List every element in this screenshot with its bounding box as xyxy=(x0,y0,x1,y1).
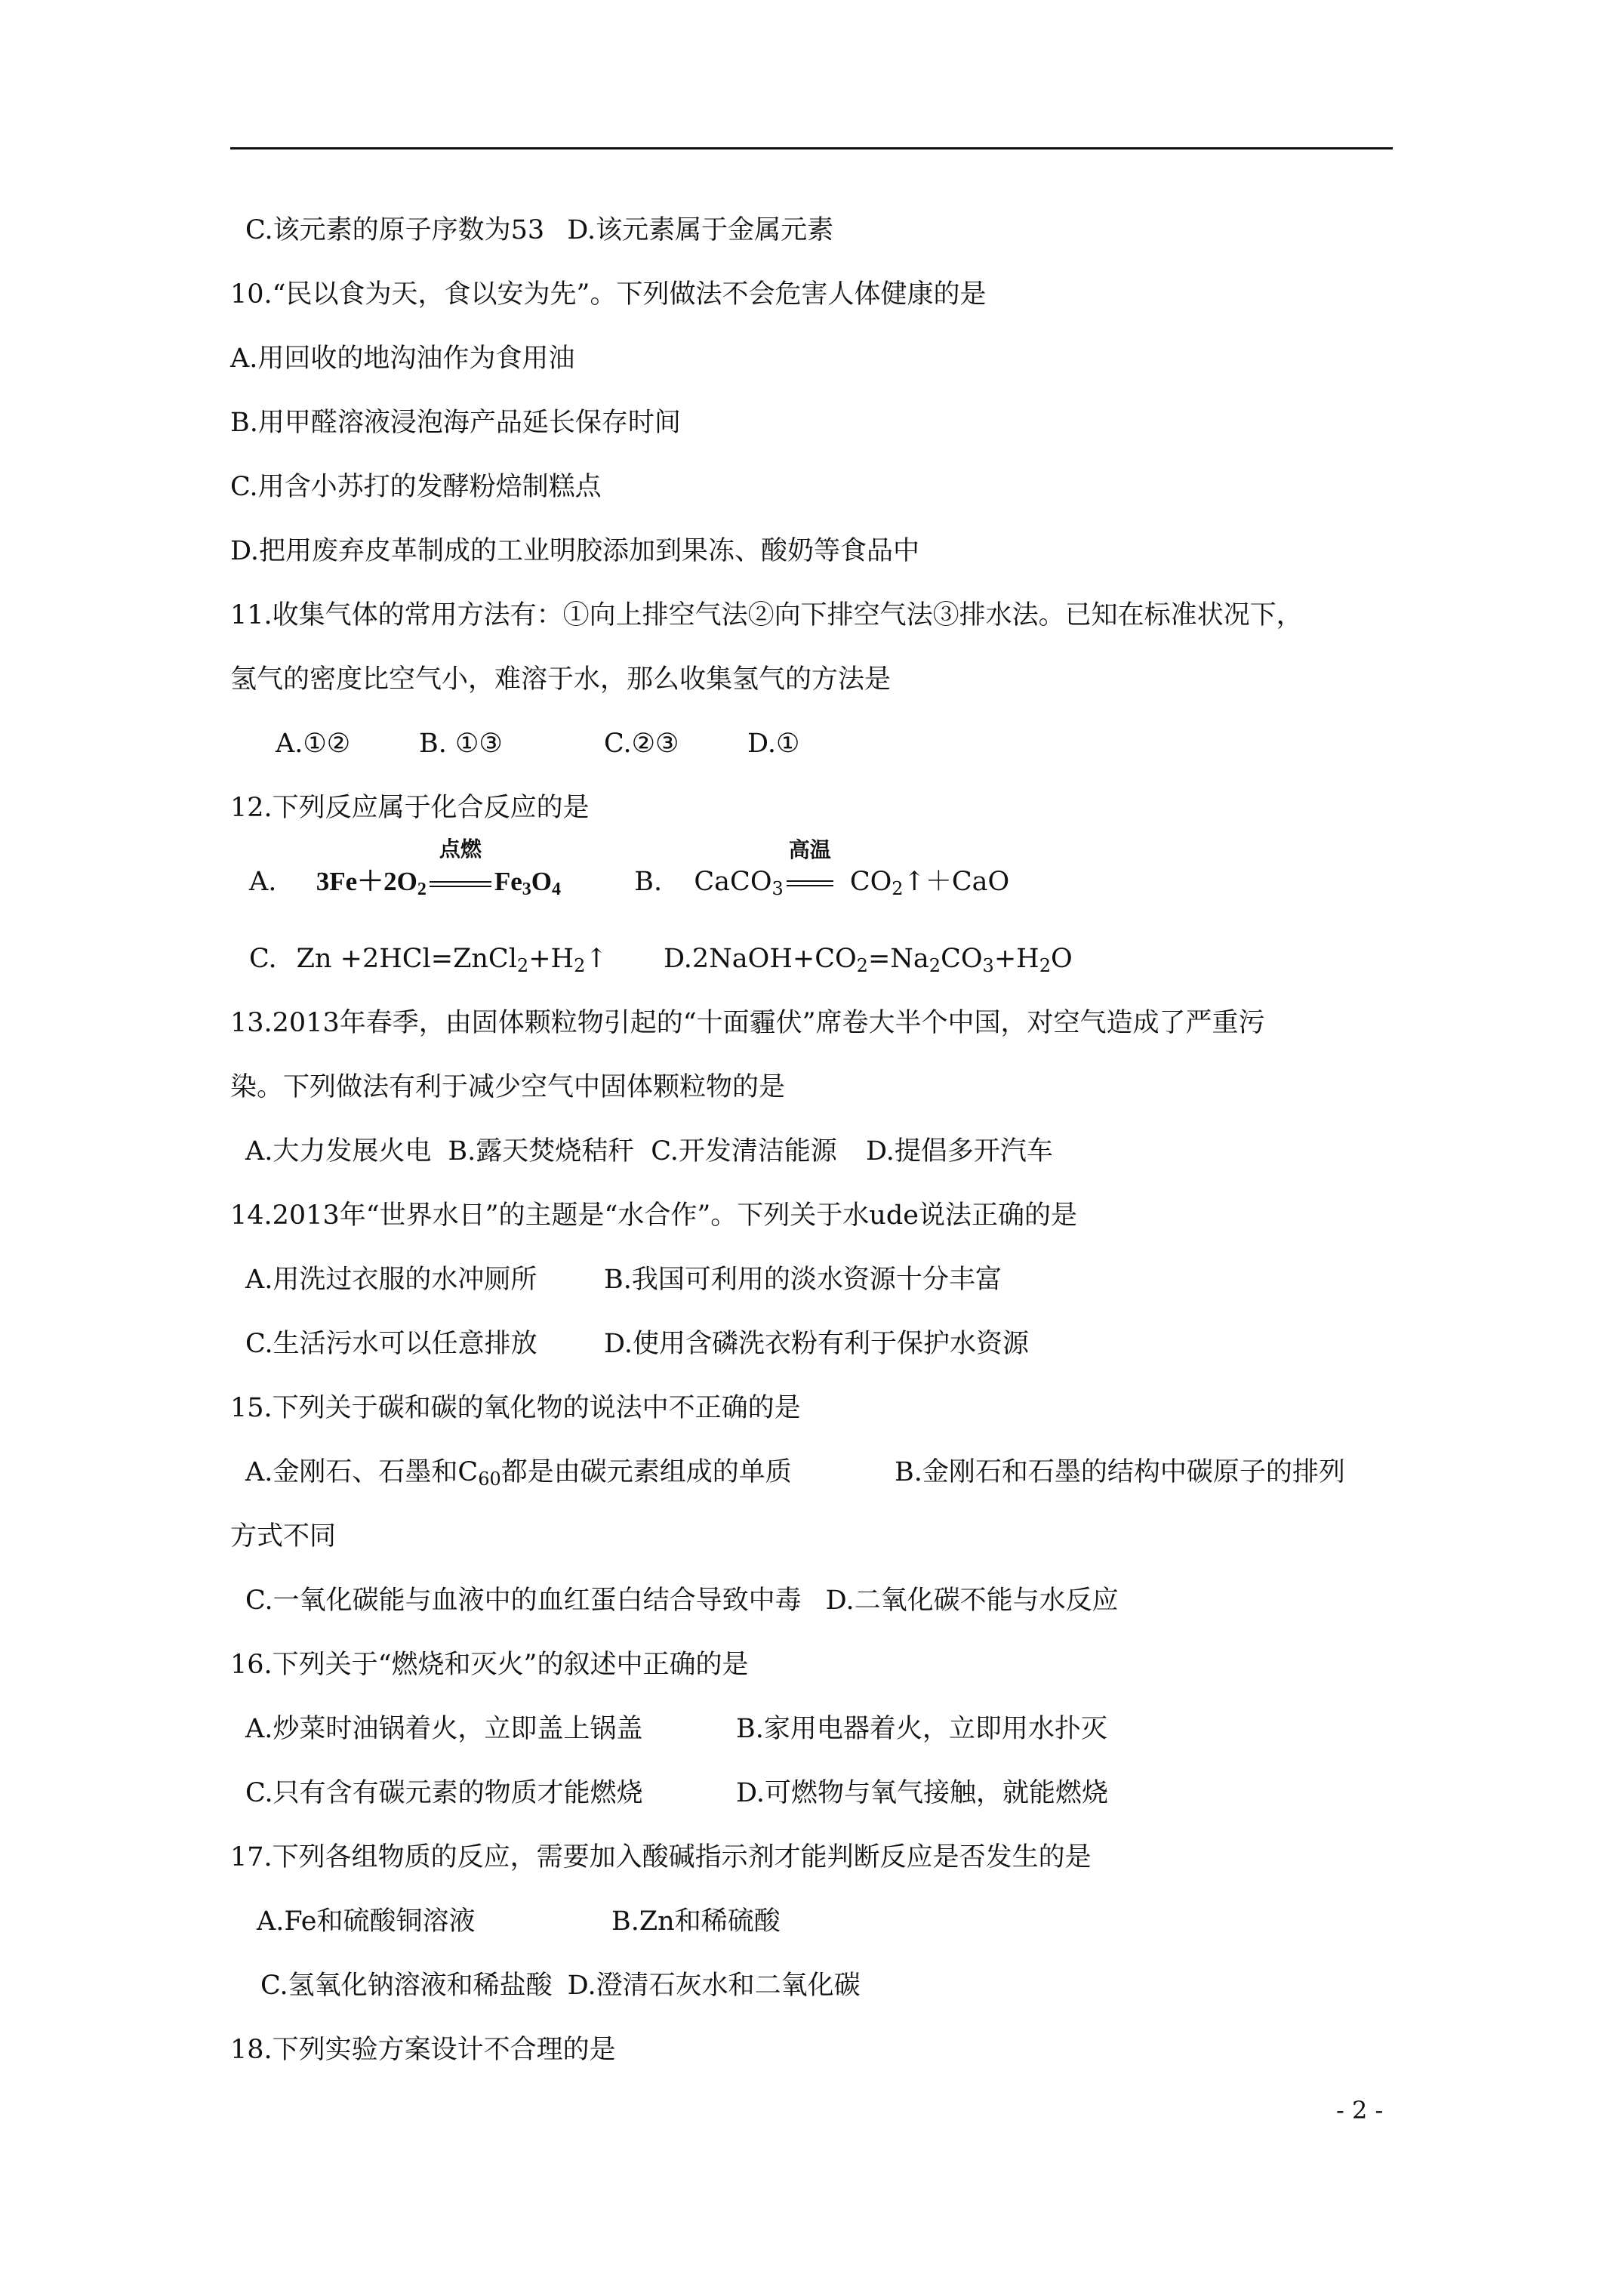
question-10: 10.“民以食为天，食以安为先”。下列做法不会危害人体健康的是 xyxy=(230,279,987,310)
option-c: C.一氧化碳能与血液中的血红蛋白结合导致中毒 xyxy=(245,1586,802,1616)
option-a-label: A. xyxy=(249,867,277,897)
option-d: D.① xyxy=(747,729,800,759)
option-c: C. $Zn +2HCl=ZnCl_2+H_2↑$ xyxy=(249,944,608,976)
q9-options-cd xyxy=(245,213,833,248)
q16-options-cd xyxy=(245,1776,1108,1811)
q13-options xyxy=(245,1134,1053,1169)
option-d: D.该元素属于金属元素 xyxy=(567,215,834,245)
option-c: C.该元素的原子序数为53 xyxy=(245,215,545,245)
option-b: B.金刚石和石墨的结构中碳原子的排列 xyxy=(895,1457,1345,1487)
option-b: B.家用电器着火，立即用水扑灭 xyxy=(736,1714,1107,1744)
option-b: B.我国可利用的淡水资源十分丰富 xyxy=(604,1265,1002,1295)
q16-options-ab xyxy=(245,1712,1107,1746)
q11-options xyxy=(276,726,799,761)
equation-a: $3Fe+2O_2$ 点燃 $Fe_3O_4$ xyxy=(316,838,561,899)
condition-high-temp: 高温 xyxy=(788,837,831,862)
question-11-line1: 11.收集气体的常用方法有：①向上排空气法②向下排空气法③排水法。已知在标准状况下， xyxy=(230,600,1303,630)
q17-options-cd xyxy=(260,1968,861,2003)
q15-options-ab xyxy=(245,1455,1345,1490)
question-12: 12.下列反应属于化合反应的是 xyxy=(230,793,590,823)
q10-option-b: B.用甲醛溶液浸泡海产品延长保存时间 xyxy=(230,408,681,438)
option-b-label: B. xyxy=(634,867,663,897)
q15-options-cd xyxy=(245,1583,1119,1618)
question-15: 15.下列关于碳和碳的氧化物的说法中不正确的是 xyxy=(230,1393,801,1423)
question-13-line1: 13.2013年春季，由固体颗粒物引起的“十面霾伏”席卷大半个中国，对空气造成了严重污 xyxy=(230,1008,1265,1038)
option-a: A.大力发展火电 xyxy=(245,1136,432,1166)
option-a: A.金刚石、石墨和$C_{60}$都是由碳元素组成的单质 xyxy=(245,1457,792,1490)
option-c: C.开发清洁能源 xyxy=(651,1136,837,1166)
option-a: A.炒菜时油锅着火，立即盖上锅盖 xyxy=(245,1714,643,1744)
option-c: C.氢氧化钠溶液和稀盐酸 xyxy=(260,1971,553,2001)
option-a: A.①② xyxy=(276,729,351,759)
question-14: 14.2013年“世界水日”的主题是“水合作”。下列关于水ude说法正确的是 xyxy=(230,1200,1077,1231)
question-11-line2: 氢气的密度比空气小，难溶于水，那么收集氢气的方法是 xyxy=(230,664,892,695)
q12-options-cd xyxy=(249,942,1073,976)
q17-options-ab xyxy=(257,1904,781,1939)
q15-option-b-continued: 方式不同 xyxy=(230,1521,337,1552)
q14-options-cd xyxy=(245,1327,1029,1361)
option-a: A.用洗过衣服的水冲厕所 xyxy=(245,1265,537,1295)
option-d: D.澄清石灰水和二氧化碳 xyxy=(567,1971,861,2001)
question-16: 16.下列关于“燃烧和灭火”的叙述中正确的是 xyxy=(230,1650,749,1680)
question-18: 18.下列实验方案设计不合理的是 xyxy=(230,2035,616,2065)
header-rule xyxy=(230,147,1393,149)
option-b: B.露天焚烧秸秆 xyxy=(448,1136,635,1166)
option-b: B.Zn和稀硫酸 xyxy=(611,1906,781,1937)
question-13-line2: 染。下列做法有利于减少空气中固体颗粒物的是 xyxy=(230,1072,786,1102)
question-17: 17.下列各组物质的反应，需要加入酸碱指示剂才能判断反应是否发生的是 xyxy=(230,1842,1092,1872)
option-c: C.只有含有碳元素的物质才能燃烧 xyxy=(245,1778,643,1808)
condition-ignite: 点燃 xyxy=(439,838,482,861)
page-number: - 2 - xyxy=(1336,2096,1384,2125)
q10-option-d: D.把用废弃皮革制成的工业明胶添加到果冻、酸奶等食品中 xyxy=(230,536,919,566)
option-d: D.可燃物与氧气接触，就能燃烧 xyxy=(736,1778,1108,1808)
option-a: A.Fe和硫酸铜溶液 xyxy=(257,1906,476,1937)
option-d: $D.2NaOH+CO_2=Na_2CO_3+H_2O$ xyxy=(663,944,1073,976)
option-d: D.使用含磷洗衣粉有利于保护水资源 xyxy=(604,1329,1029,1359)
q10-option-a: A.用回收的地沟油作为食用油 xyxy=(230,344,575,374)
equation-b: CaCO$_3$ 高温 $CO_2↑+CaO$ xyxy=(694,837,1010,899)
option-b: B. ①③ xyxy=(419,729,503,759)
option-c: C.②③ xyxy=(604,729,679,759)
option-d: D.提倡多开汽车 xyxy=(865,1136,1053,1166)
option-c: C.生活污水可以任意排放 xyxy=(245,1329,537,1359)
q14-options-ab xyxy=(245,1262,1002,1297)
option-d: D.二氧化碳不能与水反应 xyxy=(825,1586,1119,1616)
q12-options-ab xyxy=(249,837,1010,899)
q10-option-c: C.用含小苏打的发酵粉焙制糕点 xyxy=(230,472,602,502)
